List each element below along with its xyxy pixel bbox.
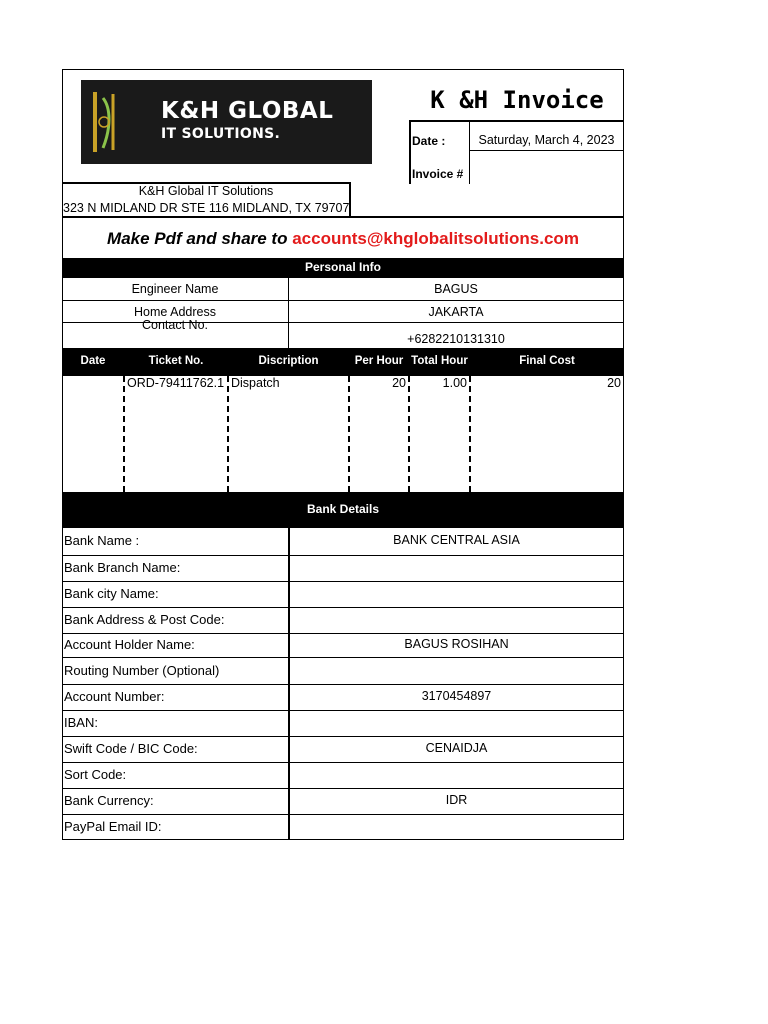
company-logo bbox=[81, 80, 372, 164]
personal-field-label: Contact No. bbox=[141, 318, 208, 332]
bank-field-label: Sort Code: bbox=[64, 767, 127, 782]
personal-field-value[interactable]: BAGUS bbox=[434, 282, 478, 296]
bank-field-label: Account Holder Name: bbox=[64, 637, 195, 652]
items-cell-per-hour: 20 bbox=[392, 376, 406, 390]
bank-field-value[interactable]: CENAIDJA bbox=[425, 741, 488, 755]
items-cell-ticket: ORD-79411762.1 bbox=[127, 376, 225, 390]
bank-row-divider bbox=[62, 684, 624, 685]
bank-col-divider bbox=[288, 555, 290, 581]
bank-row-divider bbox=[62, 607, 624, 608]
personal-row-divider bbox=[62, 277, 624, 278]
bank-col-divider bbox=[288, 607, 290, 633]
bank-field-label: Routing Number (Optional) bbox=[64, 663, 220, 678]
date-grid-mid bbox=[469, 120, 470, 184]
bank-field-label: Bank city Name: bbox=[64, 586, 159, 601]
share-instruction bbox=[63, 229, 623, 249]
items-column-separator bbox=[469, 376, 471, 492]
border-top bbox=[62, 69, 624, 70]
personal-field-value[interactable]: +6282210131310 bbox=[407, 332, 505, 346]
items-cell-final-cost: 20 bbox=[607, 376, 621, 390]
date-grid-h bbox=[469, 150, 624, 151]
kh-monogram-icon bbox=[89, 88, 125, 156]
share-email-link[interactable]: accounts@khglobalitsolutions.com bbox=[292, 229, 579, 248]
address-divider bbox=[62, 216, 624, 218]
date-value: Saturday, March 4, 2023 bbox=[478, 133, 615, 147]
items-column-separator bbox=[227, 376, 229, 492]
items-cell-total-hour: 1.00 bbox=[442, 376, 467, 390]
address-box-right bbox=[349, 182, 351, 216]
border-right bbox=[623, 69, 624, 839]
bank-row-divider bbox=[62, 555, 624, 556]
items-column-separator bbox=[123, 376, 125, 492]
bank-row-divider bbox=[62, 581, 624, 582]
bank-field-value[interactable]: BAGUS ROSIHAN bbox=[404, 637, 509, 651]
personal-field-label: Engineer Name bbox=[131, 282, 219, 296]
bank-table-bottom bbox=[62, 839, 624, 840]
bank-field-label: Swift Code / BIC Code: bbox=[64, 741, 198, 756]
bank-col-divider bbox=[288, 710, 290, 736]
bank-row-divider bbox=[62, 814, 624, 815]
logo-title: K&H GLOBAL bbox=[161, 98, 334, 124]
items-cell-description: Dispatch bbox=[231, 376, 280, 390]
bank-field-label: Bank Address & Post Code: bbox=[64, 612, 225, 627]
bank-details-header: Bank Details bbox=[62, 492, 624, 527]
bank-row-divider bbox=[62, 710, 624, 711]
items-column-header: Discription bbox=[258, 355, 319, 367]
items-column-header: Per Hour bbox=[354, 355, 404, 367]
items-column-separator bbox=[408, 376, 410, 492]
items-column-header: Total Hour bbox=[411, 355, 468, 367]
bank-field-label: Bank Name : bbox=[64, 533, 140, 548]
bank-col-divider bbox=[288, 814, 290, 839]
logo-subtitle: IT SOLUTIONS. bbox=[161, 126, 281, 142]
invoice-title: K &H Invoice bbox=[430, 86, 604, 114]
items-column-header: Final Cost bbox=[519, 355, 575, 367]
bank-field-value[interactable]: BANK CENTRAL ASIA bbox=[393, 533, 520, 547]
bank-row-divider bbox=[62, 788, 624, 789]
bank-field-value[interactable]: IDR bbox=[445, 793, 468, 807]
share-prefix: Make Pdf and share to bbox=[107, 229, 293, 248]
items-column-separator bbox=[348, 376, 350, 492]
bank-row-divider bbox=[62, 527, 624, 528]
bank-field-label: PayPal Email ID: bbox=[64, 819, 162, 834]
bank-field-label: Bank Branch Name: bbox=[64, 560, 181, 575]
bank-col-divider bbox=[288, 762, 290, 788]
bank-row-divider bbox=[62, 762, 624, 763]
personal-field-label: Home Address bbox=[134, 305, 216, 319]
company-name: K&H Global IT Solutions bbox=[138, 184, 274, 198]
items-column-header: Date bbox=[80, 355, 106, 367]
bank-field-label: Bank Currency: bbox=[64, 793, 154, 808]
bank-row-divider bbox=[62, 736, 624, 737]
date-grid-left bbox=[409, 120, 411, 184]
items-column-header: Ticket No. bbox=[148, 355, 204, 367]
bank-row-divider bbox=[62, 657, 624, 658]
personal-info-header: Personal Info bbox=[62, 258, 624, 277]
bank-row-divider bbox=[62, 633, 624, 634]
date-label: Date : bbox=[412, 134, 446, 148]
bank-field-label: IBAN: bbox=[64, 715, 98, 730]
company-address: 323 N MIDLAND DR STE 116 MIDLAND, TX 79707 bbox=[63, 201, 349, 215]
personal-row-divider bbox=[62, 300, 624, 301]
personal-field-value[interactable]: JAKARTA bbox=[428, 305, 484, 319]
bank-col-divider bbox=[288, 581, 290, 607]
date-grid-top bbox=[409, 120, 624, 122]
bank-col-divider bbox=[288, 657, 290, 684]
bank-field-label: Account Number: bbox=[64, 689, 165, 704]
invoice-number-label: Invoice # bbox=[412, 167, 464, 181]
bank-field-value[interactable]: 3170454897 bbox=[421, 689, 492, 703]
